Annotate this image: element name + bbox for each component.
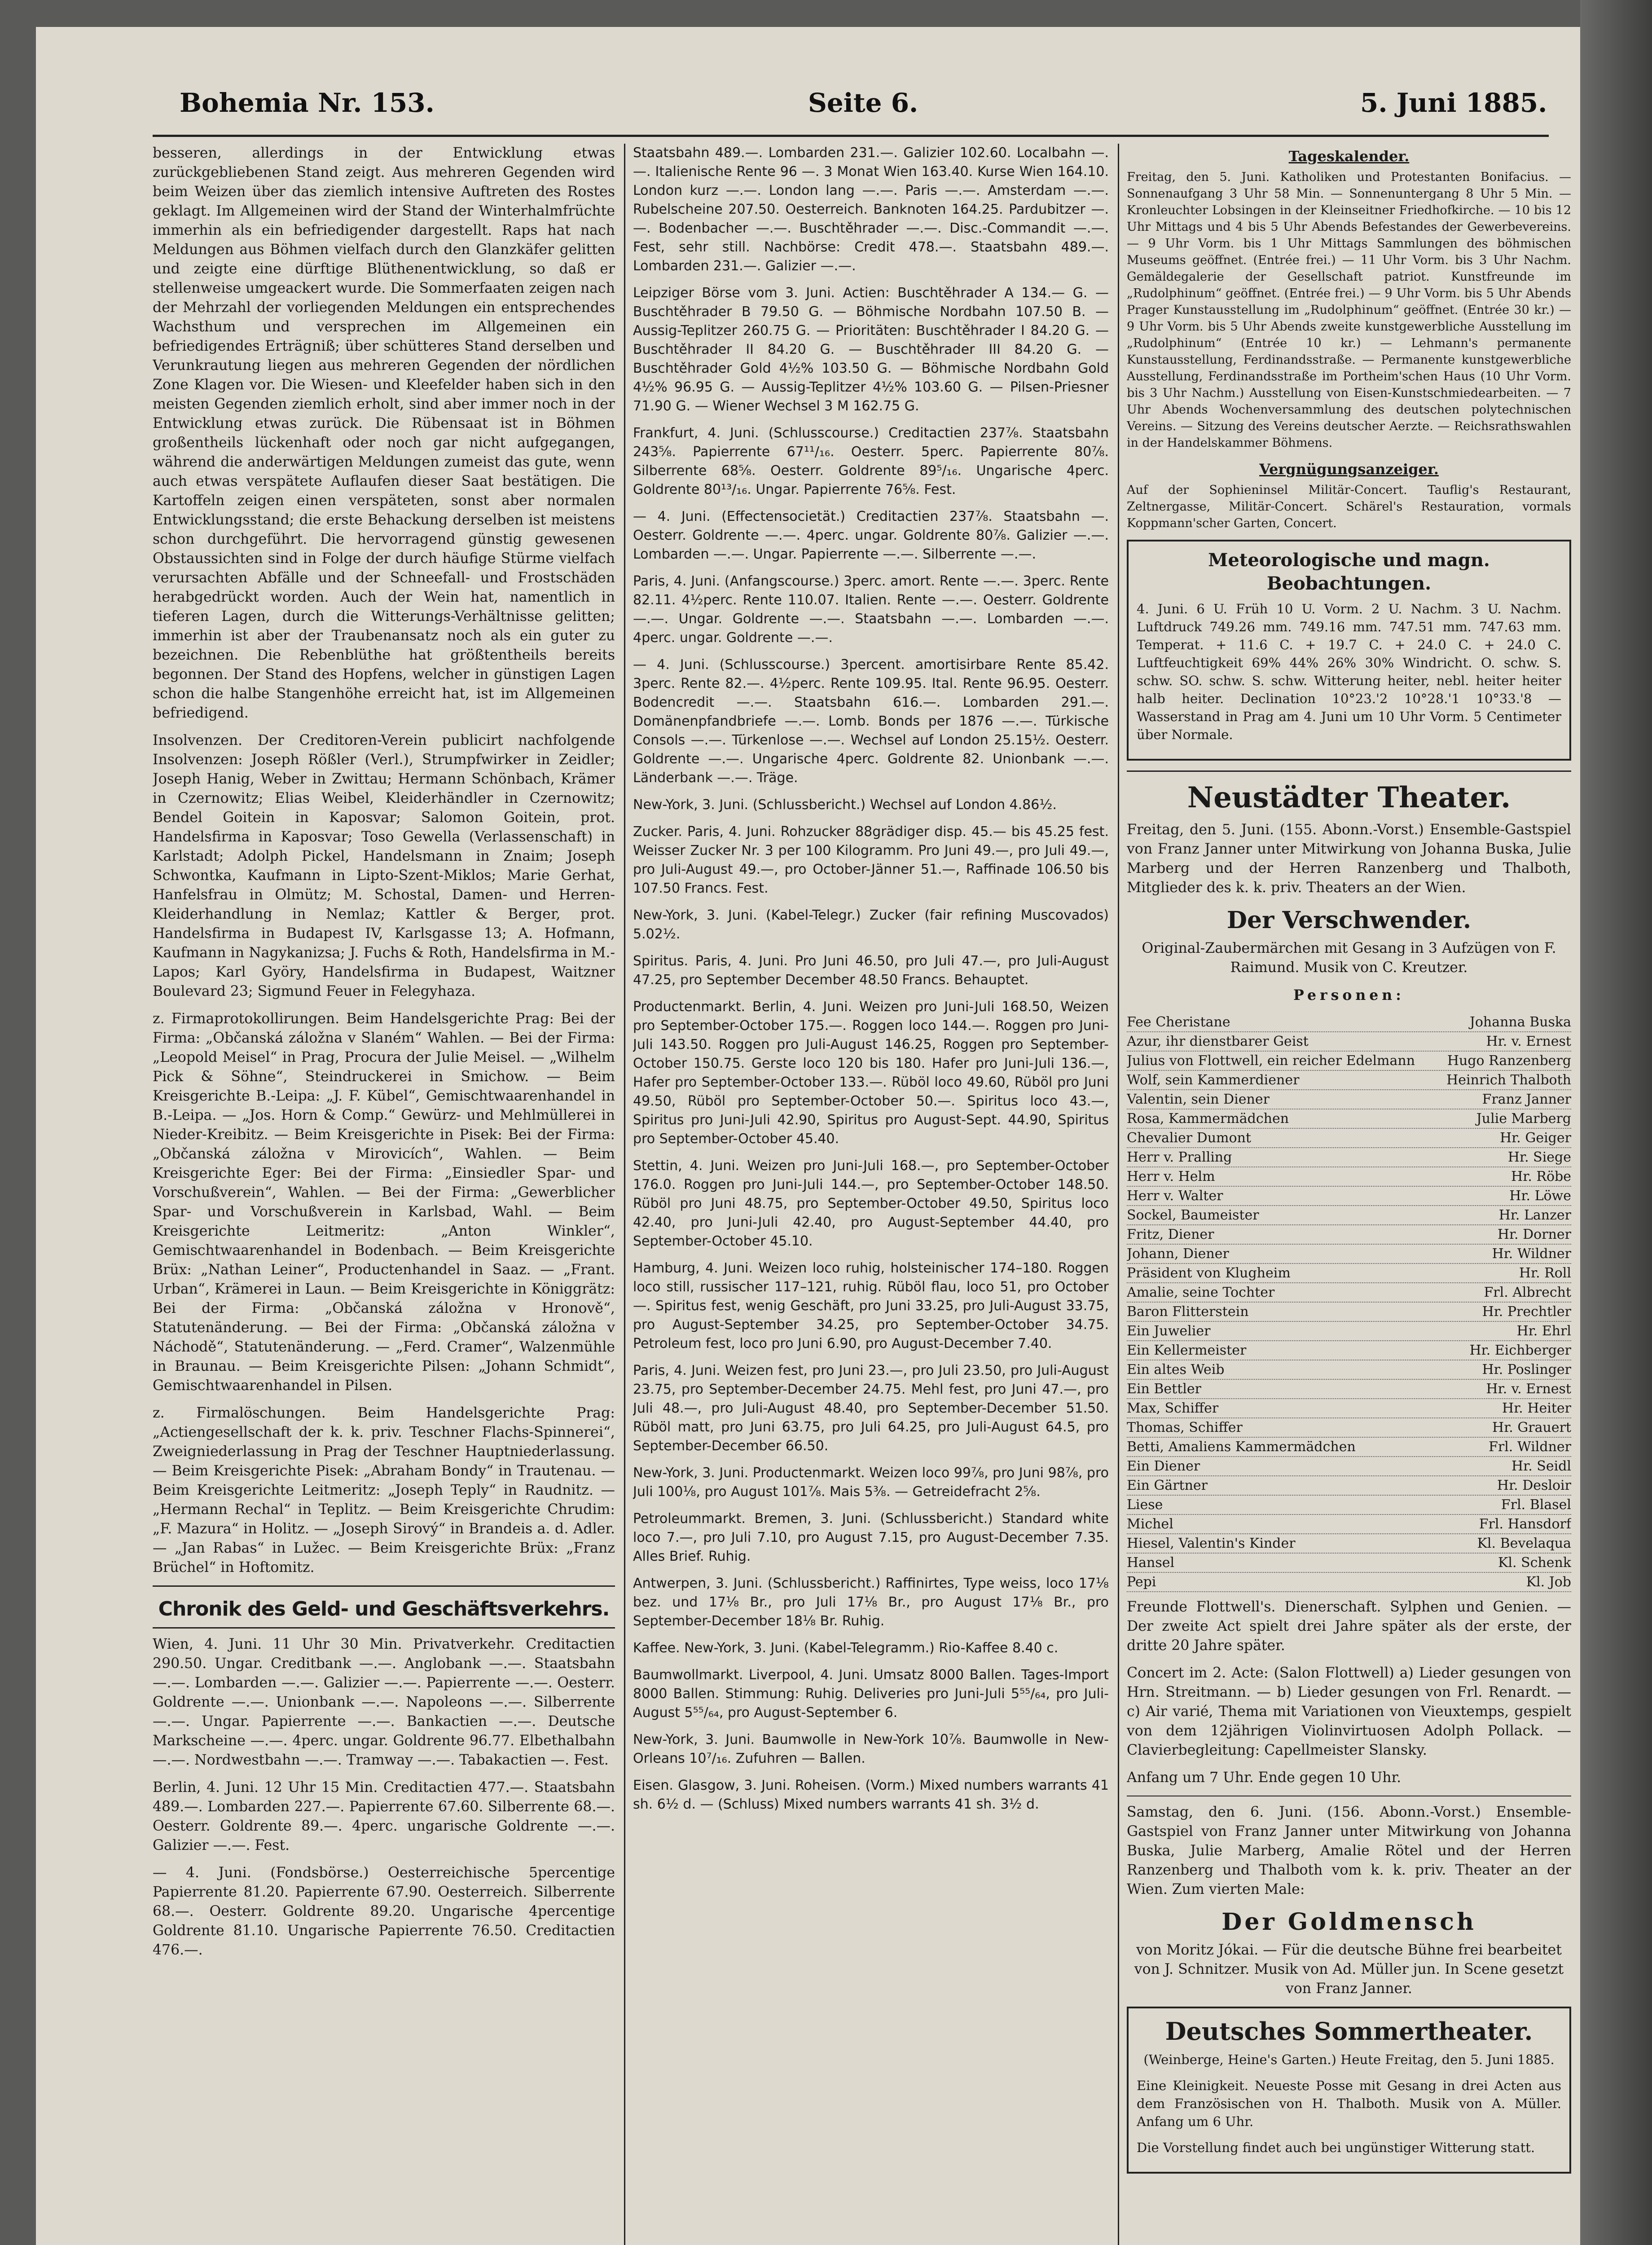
cast-row bbox=[1127, 1476, 1571, 1496]
market-frankfurt-effecten: — 4. Juni. (Effectensocietät.) Creditactien 237⅞. Staatsbahn —. Oesterr. Goldrente —.—. 4perc. ungar. Goldrente 80⅞. Galizier —.—. Lombarden —.—. Ungar. Papierrente —.—. Silberrente —.—. bbox=[633, 509, 1109, 562]
cast-actor: Kl. Schenk bbox=[1498, 1555, 1571, 1571]
cast-role: Sockel, Baumeister bbox=[1127, 1207, 1259, 1223]
weather-box bbox=[1127, 540, 1571, 761]
article-crop-report: besseren, allerdings in der Entwicklung etwas zurückgebliebenen Stand zeigt. Aus mehreren Gegenden wird beim Weizen über das ziemlich intensive Auftreten des Rostes geklagt. Im Allgemeinen wird der Stand der Winterhalmfrüchte immerhin als ein befriedigender dargestellt. Raps hat nach Meldungen aus Böhmen vielfach durch den Glanzkäfer gelitten und zeigte eine dürftige Blüthenentwicklung, so daß er stellenweise umgeackert wurde. Die Sommerfaaten zeigen nach der Mehrzahl der vorliegenden Meldungen ein entsprechendes Wachsthum und versprechen im Allgemeinen ein befriedigendes Erträgniß; über schütteres Stand derselben und Verunkrautung liegen aus mehreren Gegenden der nördlichen Zone Klagen vor. Die Wiesen- und Kleefelder haben sich in den meisten Gegenden ziemlich erholt, sind aber immer noch in der Entwicklung etwas zurück. Die Rübensaat ist in Böhmen großentheils lückenhaft oder noch gar nicht aufgegangen, während die anderwärtigen Meldungen zumeist das gute, wenn auch etwas verspätete Auflaufen dieser Saat bestätigen. Die Kartoffeln zeigen einen verspäteten, sonst aber normalen Entwicklungsstand; die erste Behackung derselben ist meistens schon durchgeführt. Die hervorragend günstig gewesenen Obstaussichten sind in Folge der durch häufige Stürme vielfach verursachten Abfälle und der Schneefall- und Frostschäden herabgedrückt worden. Auch der Wein hat, namentlich in tieferen Lagen, durch die Witterungs-Verhältnisse gelitten; immerhin ist aber der Traubenansatz noch als ein guter zu bezeichnen. Die Rebenblüthe hat größtentheils bereits begonnen. Der Stand des Hopfens, welcher in günstigen Lagen schon die halbe Stangenhöhe erreicht hat, ist im Allgemeinen befriedigend. bbox=[153, 145, 615, 721]
cast-role: Ein Bettler bbox=[1127, 1381, 1201, 1397]
cast-role: Julius von Flottwell, ein reicher Edelmann bbox=[1127, 1053, 1415, 1069]
cast-role: Baron Flitterstein bbox=[1127, 1304, 1249, 1320]
cast-actor: Frl. Wildner bbox=[1489, 1439, 1571, 1455]
entertainment-title: Vergnügungsanzeiger. bbox=[1259, 461, 1439, 478]
cast-actor: Hr. Geiger bbox=[1500, 1130, 1571, 1146]
cast-role: Wolf, sein Kammerdiener bbox=[1127, 1072, 1300, 1088]
page-header bbox=[148, 88, 1549, 132]
cast-row bbox=[1127, 1245, 1571, 1264]
cast-row bbox=[1127, 1090, 1571, 1109]
cast-actor: Hr. v. Ernest bbox=[1486, 1381, 1571, 1397]
market-antwerp: Antwerpen, 3. Juni. (Schlussbericht.) Raffinirtes, Type weiss, loco 17⅛ bez. und 17⅛ Br., pro Juli 17⅛ Br., pro August 17⅛ Br., pro September-December 18⅛ Br. Ruhig. bbox=[633, 1576, 1109, 1629]
header-right: 5. Juni 1885. bbox=[1360, 88, 1547, 118]
cast-actor: Hr. Roll bbox=[1519, 1265, 1571, 1281]
next-performance: Samstag, den 6. Juni. (156. Abonn.-Vorst.) Ensemble-Gastspiel von Franz Janner unter Mitwirkung von Johanna Buska, Julie Marberg, Amalie Rötel und der Herren Ranzenberg und Thalboth vom k. k. priv. Theater an der Wien. Zum vierten Male: bbox=[1127, 1804, 1571, 1897]
play-2-credits: von Moritz Jókai. — Für die deutsche Bühne frei bearbeitet von J. Schnitzer. Musik von Ad. Müller jun. In Scene gesetzt von Franz Janner. bbox=[1134, 1942, 1564, 1997]
market-stettin: Stettin, 4. Juni. Weizen pro Juni-Juli 168.—, pro September-October 176.0. Roggen pro Juni-Juli 144.—, pro September-October 148.50. Rüböl pro Juni 48.75, pro September-October 49.50, Spiritus loco 42.40, pro Juni-Juli 42.40, pro August-September 44.40, pro September-October 45.10. bbox=[633, 1158, 1109, 1249]
calendar-title: Tageskalender. bbox=[1288, 148, 1410, 165]
cast-role: Präsident von Klugheim bbox=[1127, 1265, 1291, 1281]
cast-row bbox=[1127, 1148, 1571, 1167]
market-newyork-products: New-York, 3. Juni. Productenmarkt. Weizen loco 99⅞, pro Juni 98⅞, pro Juli 100⅛, pro August 101⅞. Mais 5⅜. — Getreidefracht 2⅝. bbox=[633, 1465, 1109, 1500]
cast-actor: Franz Janner bbox=[1482, 1092, 1571, 1107]
cast-actor: Kl. Job bbox=[1526, 1574, 1571, 1590]
market-frankfurt: Frankfurt, 4. Juni. (Schlusscourse.) Creditactien 237⅞. Staatsbahn 243⅝. Papierrente 67¹¹/₁₆. Oesterr. 5perc. Papierrente 80⅞. Silberrente 68⅝. Oesterr. Goldrente 89⁵/₁₆. Ungarische 4perc. Goldrente 80¹³/₁₆. Ungar. Papierrente 76⅝. Fest. bbox=[633, 425, 1109, 497]
cast-actor: Julie Marberg bbox=[1476, 1111, 1571, 1127]
market-sugar-newyork: New-York, 3. Juni. (Kabel-Telegr.) Zucker (fair refining Muscovados) 5.02½. bbox=[633, 907, 1109, 942]
market-petroleum: Petroleummarkt. Bremen, 3. Juni. (Schlussbericht.) Standard white loco 7.—, pro Juli 7.10, pro August 7.15, pro August-December 7.35. Alles Brief. Ruhig. bbox=[633, 1511, 1109, 1564]
cast-actor: Hr. Poslinger bbox=[1482, 1362, 1571, 1378]
start-time: Anfang um 7 Uhr. Ende gegen 10 Uhr. bbox=[1127, 1770, 1402, 1786]
market-berlin: Berlin, 4. Juni. 12 Uhr 15 Min. Creditactien 477.—. Staatsbahn 489.—. Lombarden 227.—. Papierrente 67.60. Silberrente 68.—. Oesterr. Goldrente 89.—. 4perc. ungarische Goldrente —.—. Galizier —.—. Fest. bbox=[153, 1779, 615, 1853]
cast-role: Valentin, sein Diener bbox=[1127, 1092, 1270, 1107]
cast-role: Ein altes Weib bbox=[1127, 1362, 1225, 1378]
summer-theater-title: Deutsches Sommertheater. bbox=[1165, 2017, 1533, 2046]
cast-row bbox=[1127, 1071, 1571, 1090]
cast-row bbox=[1127, 1360, 1571, 1380]
concert-notes: Concert im 2. Acte: (Salon Flottwell) a) Lieder gesungen von Hrn. Streitmann. — b) Lieder gesungen von Frl. Renardt. — c) Air varié, Thema mit Variationen von Vieuxtemps, gespielt von dem 12jährigen Violinvirtuosen Adolph Pollack. — Clavierbegleitung: Capellmeister Slansky. bbox=[1127, 1665, 1571, 1758]
cast-row bbox=[1127, 1264, 1571, 1283]
cast-role: Pepi bbox=[1127, 1574, 1156, 1590]
cast-role: Herr v. Helm bbox=[1127, 1169, 1215, 1184]
header-rule bbox=[153, 135, 1549, 137]
cast-actor: Frl. Blasel bbox=[1501, 1497, 1571, 1513]
header-left: Bohemia Nr. 153. bbox=[180, 88, 435, 118]
cast-role: Rosa, Kammermädchen bbox=[1127, 1111, 1289, 1127]
summer-theater-play: Eine Kleinigkeit. Neueste Posse mit Gesang in drei Acten aus dem Französischen von H. Thalboth. Musik von A. Müller. Anfang um 6 Uhr. bbox=[1137, 2078, 1561, 2129]
cast-role: Hiesel, Valentin's Kinder bbox=[1127, 1536, 1296, 1551]
cast-actor: Hr. Prechtler bbox=[1482, 1304, 1571, 1320]
cast-role: Michel bbox=[1127, 1516, 1173, 1532]
cast-row bbox=[1127, 1341, 1571, 1360]
cast-actor: Hr. Eichberger bbox=[1469, 1343, 1571, 1358]
cast-role: Ein Diener bbox=[1127, 1458, 1200, 1474]
cast-actor: Hr. Grauert bbox=[1492, 1420, 1571, 1435]
cast-row bbox=[1127, 1167, 1571, 1187]
cast-role: Max, Schiffer bbox=[1127, 1400, 1219, 1416]
cast-actor: Hr. Dorner bbox=[1497, 1227, 1571, 1242]
cast-row bbox=[1127, 1129, 1571, 1148]
cast-actor: Hr. v. Ernest bbox=[1486, 1034, 1571, 1049]
market-cotton: Baumwollmarkt. Liverpool, 4. Juni. Umsatz 8000 Ballen. Tages-Import 8000 Ballen. Stimmung: Ruhig. Deliveries pro Juni-Juli 5⁵⁵/₆₄, pro Juli-August 5⁵⁵/₆₄, pro August-September 6. bbox=[633, 1667, 1109, 1721]
cast-list bbox=[1127, 1013, 1571, 1592]
market-berlin-cont: Staatsbahn 489.—. Lombarden 231.—. Galizier 102.60. Localbahn —.—. Italienische Rente 96 —. 3 Monat Wien 163.40. Kurse Wien 164.10. London kurz —.—. London lang —.—. Paris —.—. Amsterdam —.—. Rubelscheine 207.50. Oesterreich. Banknoten 164.25. Pardubitzer —.—. Bodenbacher —.—. Buschtěhrader —.—. Disc.-Commandit —.—. Fest, sehr still. Nachbörse: Credit 478.—. Staatsbahn 489.—. Lombarden 231.—. Galizier —.—. bbox=[633, 145, 1109, 274]
article-firm-deletions: z. Firmalöschungen. Beim Handelsgerichte Prag: „Actiengesellschaft der k. k. priv. Teschner Flachs-Spinnerei“, Zweigniederlassung in Prag der Teschner Hauptniederlassung. — Beim Kreisgerichte Pisek: „Abraham Bondy“ in Trautenau. — Beim Kreisgerichte Leitmeritz: „Joseph Teply“ in Raudnitz. — „Hermann Rechal“ in Teplitz. — Beim Kreisgerichte Chrudim: „F. Mazura“ in Holitz. — „Joseph Sirový“ in Brandeis a. d. Adler. — „Jan Rabas“ in Lužec. — Beim Kreisgerichte Brüx: „Franz Brüchel“ in Hoftomitz. bbox=[153, 1405, 615, 1576]
cast-actor: Kl. Bevelaqua bbox=[1477, 1536, 1571, 1551]
market-hamburg: Hamburg, 4. Juni. Weizen loco ruhig, holsteinischer 174–180. Roggen loco still, russischer 117–121, ruhig. Rüböl flau, loco 51, pro October —. Spiritus fest, wenig Geschäft, pro Juni 33.25, pro Juli-August 33.75, pro August-September 34.25, pro September-October 34.75. Petroleum fest, loco pro Juni 6.90, pro August-December 7.40. bbox=[633, 1260, 1109, 1351]
cast-actor: Hr. Seidl bbox=[1511, 1458, 1571, 1474]
cast-row bbox=[1127, 1187, 1571, 1206]
cast-row bbox=[1127, 1438, 1571, 1457]
cast-row bbox=[1127, 1013, 1571, 1032]
cast-role: Thomas, Schiffer bbox=[1127, 1420, 1243, 1435]
cast-actor: Hr. Wildner bbox=[1492, 1246, 1571, 1262]
summer-theater-note: Die Vorstellung findet auch bei ungünstiger Witterung statt. bbox=[1137, 2140, 1535, 2155]
cast-actor: Frl. Hansdorf bbox=[1479, 1516, 1571, 1532]
article-firm-registrations: z. Firmaprotokollirungen. Beim Handelsgerichte Prag: Bei der Firma: „Občanská záložna v Slaném“ Wahlen. — Bei der Firma: „Leopold Meisel“ in Prag, Procura der Julie Meisel. — „Wilhelm Pick & Söhne“, Steindruckerei in Smichow. — Beim Kreisgerichte B.-Leipa: „J. F. Kübel“, Gemischtwaarenhandel in B.-Leipa. — „Jos. Horn & Comp.“ Gewürz- und Mehlmüllerei in Nieder-Kreibitz. — Beim Kreisgerichte in Pisek: Bei der Firma: „Občanská záložna v Mirovicích“, Wahlen. — Beim Kreisgerichte Eger: Bei der Firma: „Einsiedler Spar- und Vorschußverein“, Wahlen. — Bei der Firma: „Gewerblicher Spar- und Vorschußverein in Karlsbad, Wahl. — Beim Kreisgerichte Leitmeritz: „Anton Winkler“, Gemischtwaarenhandel in Bodenbach. — Beim Kreisgerichte Brüx: „Nathan Leiner“, Productenhandel in Saaz. — „Frant. Urban“, Krämerei in Laun. — Beim Kreisgerichte in Königgrätz: Bei der Firma: „Občanská záložna v Hronově“, Statutenänderung. — Bei der Firma: „Občanská záložna v Náchodě“, Statutenänderung. — „Ferd. Cramer“, Walzenmühle in Braunau. — Beim Kreisgerichte Pilsen: „Johann Schmidt“, Gemischtwaarenhandel in Pilsen. bbox=[153, 1011, 615, 1394]
cast-role: Herr v. Pralling bbox=[1127, 1149, 1232, 1165]
market-sugar-paris: Zucker. Paris, 4. Juni. Rohzucker 88grädiger disp. 45.— bis 45.25 fest. Weisser Zucker Nr. 3 per 100 Kilogramm. Pro Juni 49.—, pro Juli 49.—, pro Juli-August 49.—, pro October-Jänner 51.—, Raffinade 106.50 bis 107.50 Francs. Fest. bbox=[633, 824, 1109, 896]
cast-row bbox=[1127, 1380, 1571, 1399]
cast-row bbox=[1127, 1109, 1571, 1129]
cast-role: Chevalier Dumont bbox=[1127, 1130, 1251, 1146]
play-title: Der Verschwender. bbox=[1226, 907, 1472, 934]
column-middle bbox=[633, 144, 1109, 2245]
cast-actor: Hr. Löwe bbox=[1509, 1188, 1571, 1204]
market-paris-grain: Paris, 4. Juni. Weizen fest, pro Juni 23.—, pro Juli 23.50, pro Juli-August 23.75, pro September-December 24.75. Mehl fest, pro Juni 47.—, pro Juli 48.—, pro Juli-August 48.40, pro September-December 51.50. Rüböl matt, pro Juni 63.75, pro Juli 64.25, pro Juli-August 64.5, pro September-December 66.50. bbox=[633, 1363, 1109, 1454]
cast-row bbox=[1127, 1283, 1571, 1303]
cast-row bbox=[1127, 1399, 1571, 1418]
header-center: Seite 6. bbox=[808, 88, 918, 118]
cast-role: Fee Cheristane bbox=[1127, 1014, 1230, 1030]
article-insolvencies: Insolvenzen. Der Creditoren-Verein publicirt nachfolgende Insolvenzen: Joseph Rößler (Verl.), Strumpfwirker in Zeidler; Joseph Hanig, Weber in Zwittau; Hermann Schönbach, Krämer in Czernowitz; Elias Weibel, Kleiderhändler in Czernowitz; Bendel Goitein in Kaposvar; Salomon Goitein, prot. Handelsfirma in Kaposvar; Toso Gewella (Verlassenschaft) in Karlstadt; Adolph Pickel, Handelsmann in Znaim; Joseph Schwontka, Kaufmann in Lipto-Szent-Miklos; Marie Gerhat, Hanfelsfrau in Olmütz; M. Schostal, Damen- und Herren-Kleiderhandlung in Nemlaz; Kattler & Berger, prot. Handelsfirma in Budapest IV, Karlsgasse 13; A. Hofmann, Kaufmann in Nagykanizsa; J. Fuchs & Roth, Handelsfirma in M.-Lapos; Karl Györy, Handelsfirma in Budapest, Waitzner Boulevard 23; Sigmund Feuer in Felegyhaza. bbox=[153, 732, 615, 999]
cast-actor: Hr. Siege bbox=[1507, 1149, 1571, 1165]
theater-title: Neustädter Theater. bbox=[1187, 781, 1511, 814]
cast-row bbox=[1127, 1032, 1571, 1052]
cast-actor: Johanna Buska bbox=[1469, 1014, 1571, 1030]
market-paris-schluss: — 4. Juni. (Schlusscourse.) 3percent. amortisirbare Rente 85.42. 3perc. Rente 82.—. 4½perc. Rente 109.95. Ital. Rente 96.95. Oesterr. Bodencredit —.—. Staatsbahn 616.—. Lombarden 291.—. Domänenpfandbriefe —.—. Lomb. Bonds per 1876 —.—. Türkische Consols —.—. Türkenlose —.—. Wechsel auf London 25.15½. Oesterr. Goldrente —.—. Ungarische 4perc. Goldrente 82. Unionbank —.—. Länderbank —.—. Träge. bbox=[633, 657, 1109, 786]
cast-notes: Freunde Flottwell's. Dienerschaft. Sylphen und Genien. — Der zweite Act spielt drei Jahre später als der erste, der dritte 20 Jahre später. bbox=[1127, 1599, 1571, 1654]
cast-role: Johann, Diener bbox=[1127, 1246, 1229, 1262]
cast-actor: Hr. Ehrl bbox=[1516, 1323, 1571, 1339]
cast-row bbox=[1127, 1554, 1571, 1573]
cast-role: Ein Kellermeister bbox=[1127, 1343, 1247, 1358]
theater-announcement: Freitag, den 5. Juni. (155. Abonn.-Vorst.) Ensemble-Gastspiel von Franz Janner unter Mitwirkung von Johanna Buska, Julie Marberg und der Herren Ranzenberg und Thalboth, Mitglieder des k. k. priv. Theaters an der Wien. bbox=[1127, 822, 1571, 896]
column-right bbox=[1127, 144, 1571, 2245]
cast-actor: Hr. Lanzer bbox=[1498, 1207, 1571, 1223]
cast-actor: Frl. Albrecht bbox=[1484, 1285, 1571, 1300]
cast-row bbox=[1127, 1418, 1571, 1438]
market-wien: Wien, 4. Juni. 11 Uhr 30 Min. Privatverkehr. Creditactien 290.50. Ungar. Creditbank —.—. Anglobank —.—. Staatsbahn —.—. Lombarden —.—. Galizier —.—. Papierrente —.—. Oesterr. Goldrente —.—. Unionbank —.—. Napoleons —.—. Silberrente —.—. Ungar. Papierrente —.—. Bankactien —.—. Deutsche Markscheine —.—. 4perc. ungar. Goldrente 96.77. Elbethalbahn —.—. Nordwestbahn —.—. Tramway —.—. Tabakactien —. Fest. bbox=[153, 1636, 615, 1768]
market-leipzig: Leipziger Börse vom 3. Juni. Actien: Buschtěhrader A 134.— G. — Buschtěhrader B 79.50 G. — Böhmische Nordbahn 107.50 B. — Aussig-Teplitzer 260.75 G. — Prioritäten: Buschtěhrader I 84.20 G. — Buschtěhrader II 84.20 G. — Buschtěhrader III 84.20 G. — Buschtěhrader Gold 4½% 103.50 G. — Böhmische Nordbahn Gold 4½% 96.95 G. — Aussig-Teplitzer 4½% 103.60 G. — Pilsen-Priesner 71.90 G. — Wiener Wechsel 3 M 162.75 G. bbox=[633, 285, 1109, 414]
cast-row bbox=[1127, 1496, 1571, 1515]
play-subtitle: Original-Zaubermärchen mit Gesang in 3 Aufzügen von F. Raimund. Musik von C. Kreutzer. bbox=[1142, 940, 1556, 976]
page-edge bbox=[1580, 0, 1652, 2245]
play-title-2: Der Goldmensch bbox=[1221, 1908, 1476, 1936]
cast-actor: Hr. Heiter bbox=[1502, 1400, 1571, 1416]
cast-heading: Personen: bbox=[1293, 987, 1405, 1004]
cast-actor: Hr. Röbe bbox=[1511, 1169, 1571, 1184]
section-title-finance: Chronik des Geld- und Geschäftsverkehrs. bbox=[158, 1598, 610, 1620]
cast-actor: Hugo Ranzenberg bbox=[1447, 1053, 1571, 1069]
market-cotton-newyork: New-York, 3. Juni. Baumwolle in New-York 10⅞. Baumwolle in New-Orleans 10⁷/₁₆. Zufuhren — Ballen. bbox=[633, 1732, 1109, 1766]
column-divider-1 bbox=[624, 144, 625, 2245]
market-products-berlin: Productenmarkt. Berlin, 4. Juni. Weizen pro Juni-Juli 168.50, Weizen pro September-October 175.—. Roggen loco 144.—. Roggen pro Juni-Juli 143.50. Roggen pro Juli-August 146.25, Roggen pro September-October 150.75. Gerste loco 120 bis 180. Hafer pro Juni-Juli 136.—, Hafer pro September-October 133.—. Rüböl loco 49.60, Rüböl pro Juni 49.50, Rüböl pro September-October 50.—. Spiritus loco 43.—, Spiritus pro Juni-Juli 42.90, Spiritus pro August-Sept. 44.90, Spiritus pro September-October 45.40. bbox=[633, 999, 1109, 1147]
summer-theater-date: (Weinberge, Heine's Garten.) Heute Freitag, den 5. Juni 1885. bbox=[1143, 2052, 1555, 2067]
cast-role: Betti, Amaliens Kammermädchen bbox=[1127, 1439, 1356, 1455]
market-newyork: New-York, 3. Juni. (Schlussbericht.) Wechsel auf London 4.86½. bbox=[633, 797, 1057, 813]
cast-row bbox=[1127, 1573, 1571, 1592]
cast-role: Ein Juwelier bbox=[1127, 1323, 1211, 1339]
cast-row bbox=[1127, 1052, 1571, 1071]
cast-row bbox=[1127, 1515, 1571, 1534]
cast-role: Fritz, Diener bbox=[1127, 1227, 1214, 1242]
weather-text: 4. Juni. 6 U. Früh 10 U. Vorm. 2 U. Nachm. 3 U. Nachm. Luftdruck 749.26 mm. 749.16 mm. 747.51 mm. 747.63 mm. Temperat. + 11.6 C. + 19.7 C. + 24.0 C. + 24.0 C. Luftfeuchtigkeit 69% 44% 26% 30% Windricht. O. schw. S. schw. SO. schw. S. schw. Witterung heiter, nebl. heiter heiter halb heiter. Declination 10°23.'2 10°28.'1 10°33.'8 — Wasserstand in Prag am 4. Juni um 10 Uhr Vorm. 5 Centimeter über Normale. bbox=[1137, 601, 1561, 742]
market-spirits: Spiritus. Paris, 4. Juni. Pro Juni 46.50, pro Juli 47.—, pro Juli-August 47.25, pro September December 48.50 Francs. Behauptet. bbox=[633, 953, 1109, 988]
market-berlin-fonds: — 4. Juni. (Fondsbörse.) Oesterreichische 5percentige Papierrente 81.20. Papierrente 67.90. Oesterreich. Silberrente 68.—. Oesterr. Goldrente 89.20. Ungarische 4percentige Goldrente 81.10. Ungarische Papierrente 76.50. Creditactien 476.—. bbox=[153, 1865, 615, 1958]
cast-role: Ein Gärtner bbox=[1127, 1478, 1208, 1493]
cast-role: Hansel bbox=[1127, 1555, 1175, 1571]
market-iron: Eisen. Glasgow, 3. Juni. Roheisen. (Vorm.) Mixed numbers warrants 41 sh. 6½ d. — (Schluss) Mixed numbers warrants 41 sh. 3½ d. bbox=[633, 1778, 1109, 1812]
cast-row bbox=[1127, 1534, 1571, 1554]
column-divider-2 bbox=[1118, 144, 1119, 2245]
entertainment-text: Auf der Sophieninsel Militär-Concert. Tauflig's Restaurant, Zeltnergasse, Militär-Concert. Schärel's Restauration, vormals Koppmann'scher Garten, Concert. bbox=[1127, 483, 1571, 530]
cast-row bbox=[1127, 1322, 1571, 1341]
cast-row bbox=[1127, 1225, 1571, 1245]
market-paris: Paris, 4. Juni. (Anfangscourse.) 3perc. amort. Rente —.—. 3perc. Rente 82.11. 4½perc. Rente 110.07. Italien. Rente —.—. Oesterr. Goldrente —.—. Ungar. Goldrente —.—. Staatsbahn —.—. Lombarden —.—. 4perc. ungar. Goldrente —.—. bbox=[633, 573, 1109, 646]
cast-row bbox=[1127, 1206, 1571, 1225]
weather-title: Meteorologische und magn. Beobachtungen. bbox=[1208, 550, 1490, 594]
cast-role: Azur, ihr dienstbarer Geist bbox=[1127, 1034, 1309, 1049]
column-left bbox=[153, 144, 615, 2245]
cast-actor: Heinrich Thalboth bbox=[1446, 1072, 1571, 1088]
cast-row bbox=[1127, 1303, 1571, 1322]
summer-theater-box bbox=[1127, 2007, 1571, 2174]
market-coffee: Kaffee. New-York, 3. Juni. (Kabel-Telegramm.) Rio-Kaffee 8.40 c. bbox=[633, 1640, 1059, 1656]
cast-actor: Hr. Desloir bbox=[1497, 1478, 1571, 1493]
cast-role: Liese bbox=[1127, 1497, 1163, 1513]
cast-role: Amalie, seine Tochter bbox=[1127, 1285, 1275, 1300]
calendar-text: Freitag, den 5. Juni. Katholiken und Protestanten Bonifacius. — Sonnenaufgang 3 Uhr 58 Min. — Sonnenuntergang 8 Uhr 5 Min. — Kronleuchter Lobsingen in der Kleinseitner Friedhofkirche. — 10 bis 12 Uhr Mittags und 4 bis 5 Uhr Abends Befestandes der Gewerbevereins. — 9 Uhr Vorm. bis 1 Uhr Mittags Sammlungen des böhmischen Museums geöffnet. (Entrée frei.) — 11 Uhr Vorm. bis 3 Uhr Nachm. Gemäldegalerie der Gesellschaft patriot. Kunstfreunde im „Rudolphinum“ geöffnet. (Entrée frei.) — 9 Uhr Vorm. bis 5 Uhr Abends Prager Kunstausstellung im „Rudolphinum“ geöffnet. (Entrée 30 kr.) — 9 Uhr Vorm. bis 5 Uhr Abends zweite kunstgewerbliche Ausstellung im „Rudolphinum“ (Entrée 10 kr.) — Lehmann's permanente Kunstausstellung, Ferdinandsstraße. — Permanente kunstgewerbliche Ausstellung, Ferdinandsstraße im Portheim'schen Haus (10 Uhr Vorm. bis 3 Uhr Nachm.) Ausstellung von Eisen-Kunstschmiedearbeiten. — 7 Uhr Abends Wochenversammlung des deutschen polytechnischen Vereins. — Sitzung des Vereins deutscher Aerzte. — Reichsrathswahlen in der Handelskammer Böhmens. bbox=[1127, 170, 1571, 450]
cast-row bbox=[1127, 1457, 1571, 1476]
cast-role: Herr v. Walter bbox=[1127, 1188, 1223, 1204]
